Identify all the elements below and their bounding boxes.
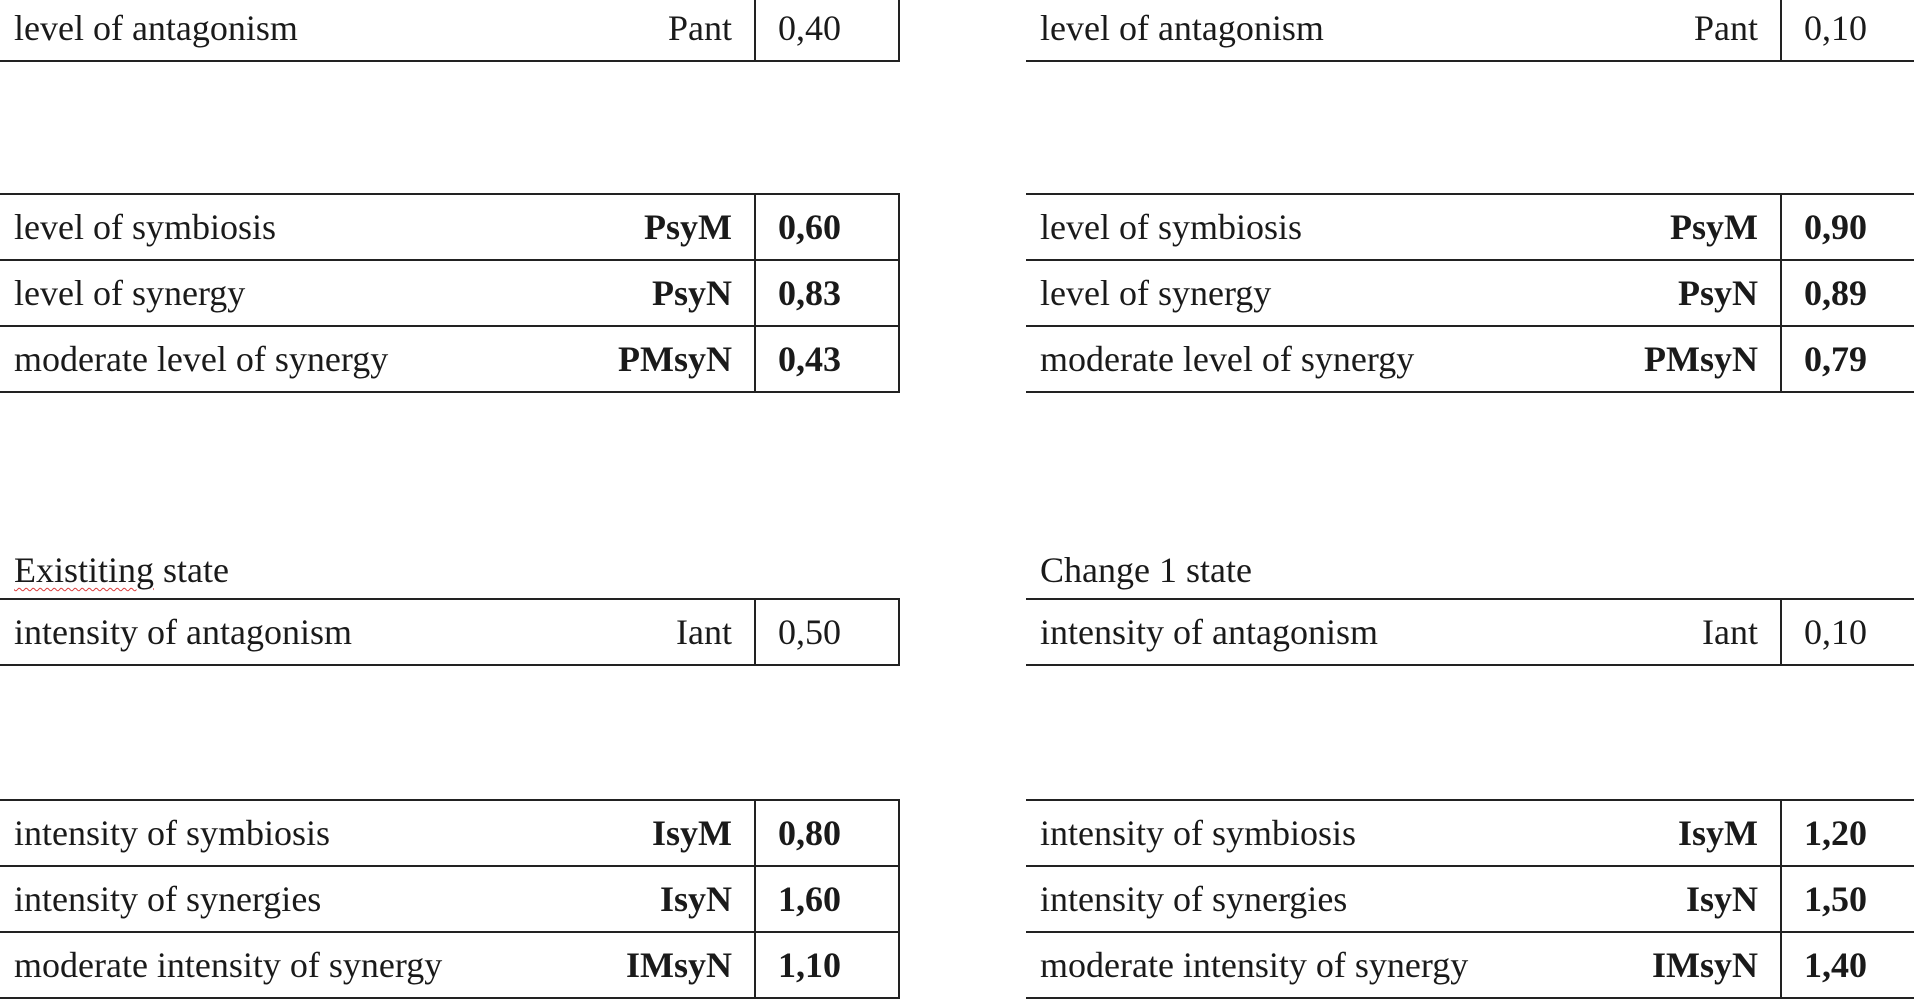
- row-value: 0,79: [1781, 326, 1914, 392]
- row-label: moderate intensity of synergy: [1026, 932, 1584, 998]
- row-label: intensity of symbiosis: [1026, 800, 1584, 866]
- table-row: [1026, 0, 1914, 61]
- row-label: level of synergy: [0, 260, 558, 326]
- table-row: [0, 0, 899, 61]
- table-row: [1026, 800, 1914, 866]
- row-code: PMsyN: [558, 326, 755, 392]
- row-code: IMsyN: [1584, 932, 1781, 998]
- misspelled-word: Existiting: [14, 550, 155, 590]
- table-row: [1026, 260, 1914, 326]
- row-code: Pant: [1584, 0, 1781, 61]
- change1-antagonism-intensity-table: [1026, 598, 1914, 666]
- row-label: intensity of symbiosis: [0, 800, 558, 866]
- table-row: [1026, 194, 1914, 260]
- row-code: IsyM: [558, 800, 755, 866]
- row-value: 1,20: [1781, 800, 1914, 866]
- heading-rest: state: [154, 550, 229, 590]
- row-value: 0,10: [1781, 0, 1914, 61]
- existing-state-heading: [14, 548, 229, 592]
- row-code: PMsyN: [1584, 326, 1781, 392]
- table-row: [0, 599, 899, 665]
- existing-antagonism-level-table: [0, 0, 900, 62]
- row-label: intensity of antagonism: [0, 599, 558, 665]
- row-code: IsyN: [558, 866, 755, 932]
- row-value: 1,60: [755, 866, 899, 932]
- table-row: [0, 326, 899, 392]
- row-value: 0,89: [1781, 260, 1914, 326]
- table-row: [1026, 932, 1914, 998]
- row-code: PsyN: [558, 260, 755, 326]
- change1-antagonism-level-table: [1026, 0, 1914, 62]
- change1-state-heading: Change 1 state: [1040, 550, 1252, 590]
- row-code: PsyM: [558, 194, 755, 260]
- row-label: intensity of synergies: [1026, 866, 1584, 932]
- table-row: [0, 260, 899, 326]
- row-code: Pant: [558, 0, 755, 61]
- existing-intensities-table: [0, 799, 900, 999]
- table-row: [0, 194, 899, 260]
- row-value: 1,40: [1781, 932, 1914, 998]
- row-value: 1,10: [755, 932, 899, 998]
- existing-levels-table: [0, 193, 900, 393]
- row-code: PsyM: [1584, 194, 1781, 260]
- row-code: Iant: [558, 599, 755, 665]
- table-row: [1026, 866, 1914, 932]
- table-row: [1026, 599, 1914, 665]
- row-value: 0,40: [755, 0, 899, 61]
- table-row: [0, 800, 899, 866]
- row-label: level of symbiosis: [0, 194, 558, 260]
- change1-levels-table: [1026, 193, 1914, 393]
- row-value: 0,10: [1781, 599, 1914, 665]
- change1-intensities-table: [1026, 799, 1914, 999]
- table-row: [1026, 326, 1914, 392]
- row-label: level of synergy: [1026, 260, 1584, 326]
- row-value: 0,60: [755, 194, 899, 260]
- row-label: moderate level of synergy: [0, 326, 558, 392]
- row-value: 0,83: [755, 260, 899, 326]
- row-code: IsyM: [1584, 800, 1781, 866]
- row-value: 0,43: [755, 326, 899, 392]
- row-code: Iant: [1584, 599, 1781, 665]
- row-label: moderate intensity of synergy: [0, 932, 558, 998]
- row-code: PsyN: [1584, 260, 1781, 326]
- row-value: 0,90: [1781, 194, 1914, 260]
- existing-antagonism-intensity-table: [0, 598, 900, 666]
- row-label: level of antagonism: [0, 0, 558, 61]
- row-label: moderate level of synergy: [1026, 326, 1584, 392]
- table-row: [0, 932, 899, 998]
- row-value: 0,80: [755, 800, 899, 866]
- row-value: 1,50: [1781, 866, 1914, 932]
- row-code: IMsyN: [558, 932, 755, 998]
- row-label: level of symbiosis: [1026, 194, 1584, 260]
- row-label: level of antagonism: [1026, 0, 1584, 61]
- row-code: IsyN: [1584, 866, 1781, 932]
- table-row: [0, 866, 899, 932]
- row-label: intensity of antagonism: [1026, 599, 1584, 665]
- row-label: intensity of synergies: [0, 866, 558, 932]
- row-value: 0,50: [755, 599, 899, 665]
